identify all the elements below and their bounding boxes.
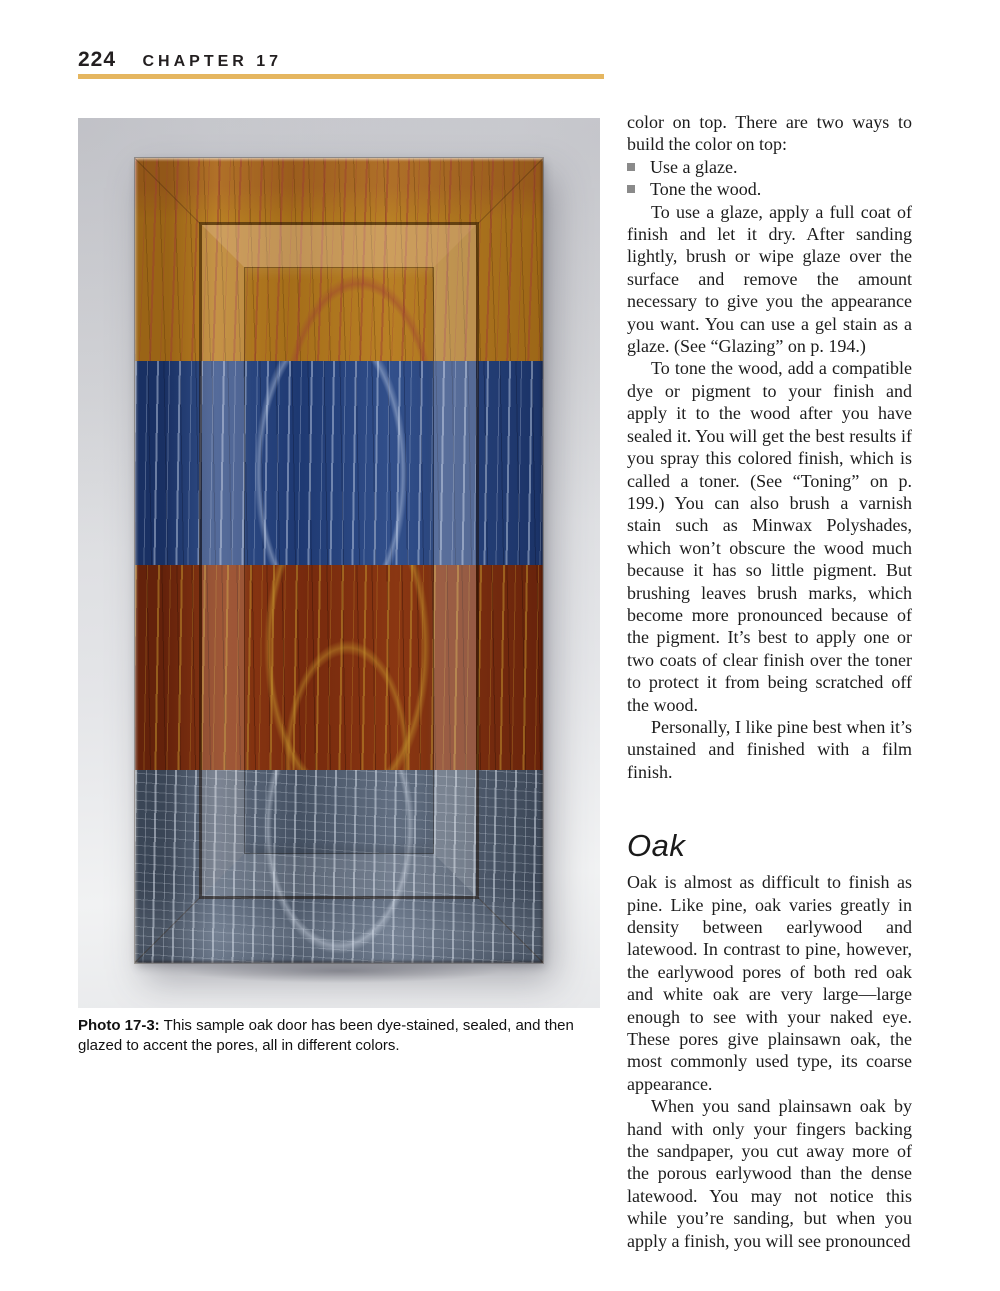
- section-heading-oak: Oak: [627, 828, 686, 864]
- photo-caption: [78, 1016, 602, 1055]
- paragraph-glaze: To use a glaze, apply a full coat of finish and let it dry. After sanding lightly, brush or wipe glaze over the surface and remove the amount necessary to give you the appearance you want. You can use a gel stain as a glaze. (See “Glazing” on p. 194.): [627, 201, 912, 357]
- bullet-text: Tone the wood.: [650, 179, 762, 200]
- gray-dye-band: [135, 770, 543, 963]
- paragraph-oak-intro: Oak is almost as difficult to finish as pine. Like pine, oak varies greatly in density between earlywood and latewood. In contrast to pine, however, the earlywood pores of both red oak and white oak are very large—large enough to see with your naked eye. These pores give plainsawn oak, the most commonly used type, its coarse appearance.: [627, 872, 912, 1094]
- blue-dye-band: [135, 361, 543, 565]
- photo-caption-text: This sample oak door has been dye-stained, sealed, and then glazed to accent the pores, all in different colors.: [78, 1017, 574, 1054]
- paragraph-personally: Personally, I like pine best when it’s unstained and finished with a film finish.: [627, 716, 912, 782]
- text-column: [627, 111, 912, 1252]
- bullet-text: Use a glaze.: [650, 156, 738, 177]
- running-head: [78, 48, 604, 72]
- header-rule: [78, 74, 604, 79]
- paragraph-intro-continued: color on top. There are two ways to build the color on top:: [627, 112, 912, 155]
- page-number: 224: [78, 48, 117, 71]
- photo-17-3: [78, 118, 600, 1008]
- amber-dye-band: [135, 158, 543, 361]
- paragraph-toner: To tone the wood, add a compatible dye or pigment to your finish and apply it to the wood after you have sealed it. You will get the best results if you spray this colored finish, which is called a toner. (See “Toning” on p. 199.) You can also brush a varnish stain such as Minwax Polyshades, which won’t obscure the wood much because it has so little pigment. But brushing leaves brush marks, which become more pronounced because of the pigment. It’s best to apply one or two coats of clear finish over the toner to protect it from being scratched off the wood.: [627, 358, 912, 715]
- red-dye-band: [135, 565, 543, 770]
- square-bullet-icon: [627, 163, 635, 171]
- oak-door: [135, 158, 543, 963]
- chapter-title: CHAPTER 17: [142, 53, 283, 70]
- paragraph-oak-sanding: When you sand plainsawn oak by hand with only your fingers backing the sandpaper, you cut away more of the porous earlywood than the dense latewood. You may not notice this while you’re sanding, but when you apply a finish, you will see pronounced: [627, 1096, 912, 1251]
- list-item: [627, 178, 912, 200]
- list-item: [627, 156, 912, 178]
- bullet-list: [627, 156, 912, 201]
- square-bullet-icon: [627, 185, 635, 193]
- photo-caption-label: Photo 17-3:: [78, 1017, 160, 1034]
